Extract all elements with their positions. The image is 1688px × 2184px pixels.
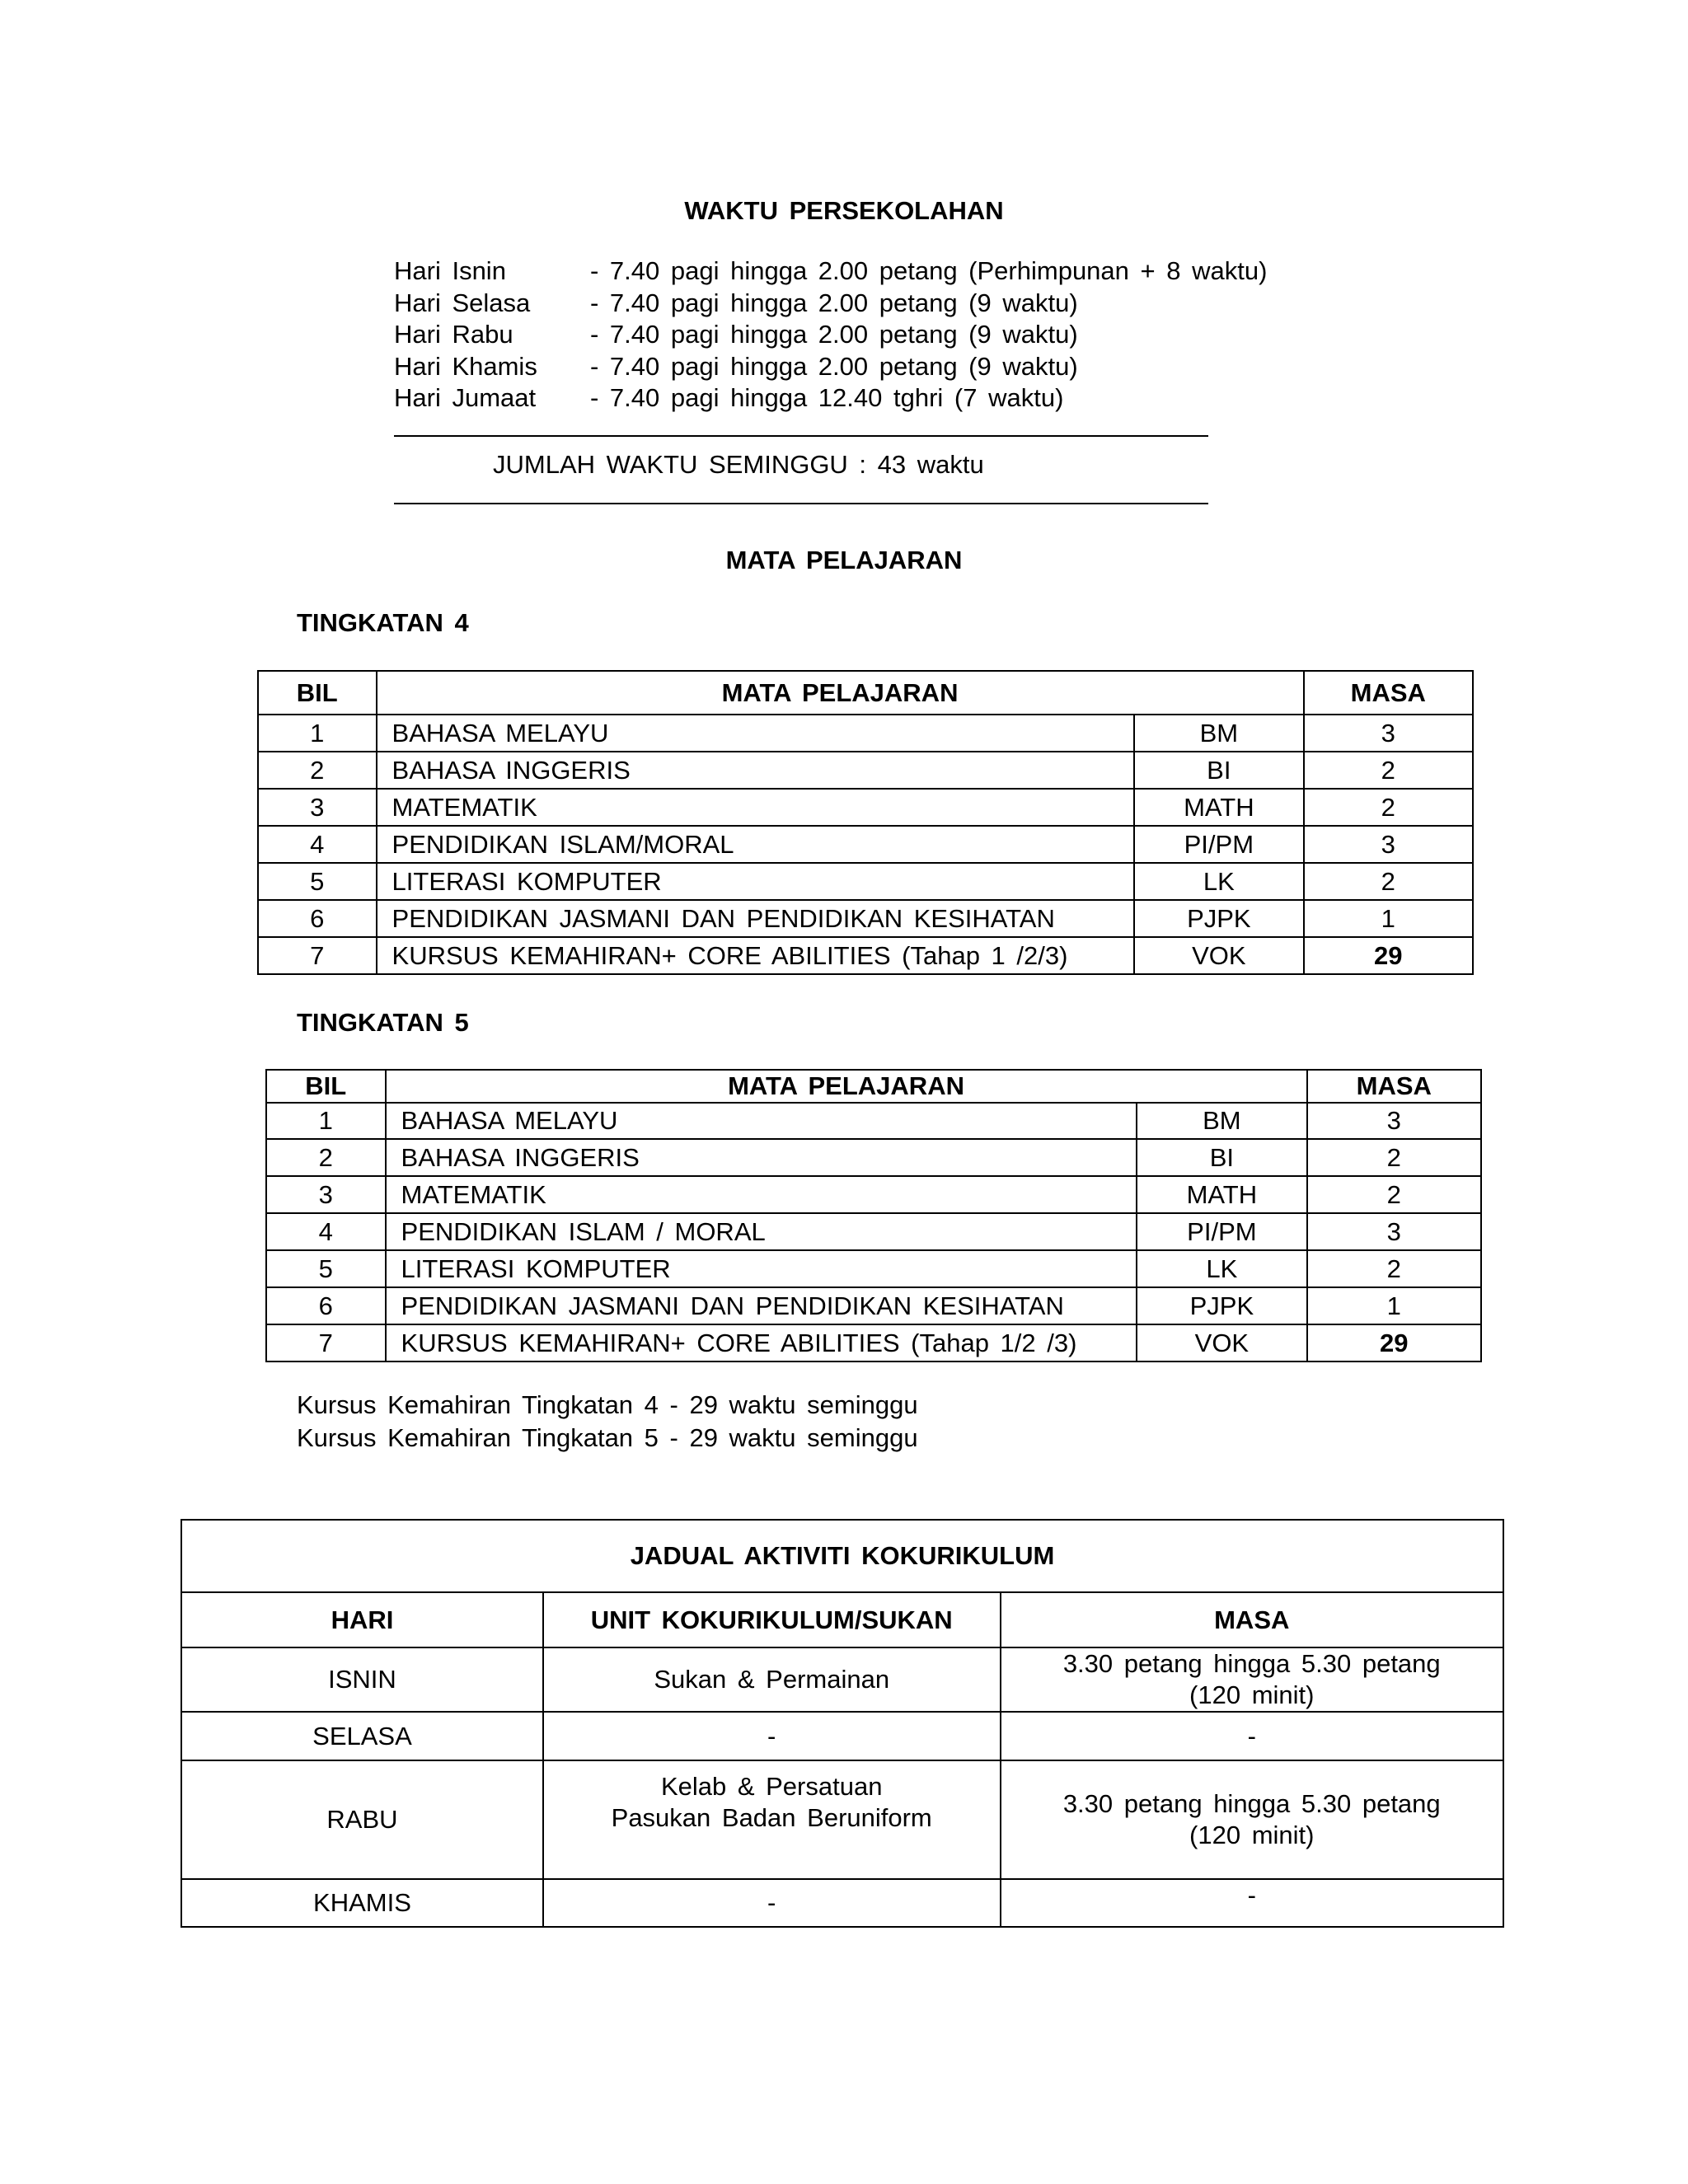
schedule-day: Hari Rabu — [394, 320, 513, 349]
schedule-day: Hari Khamis — [394, 351, 537, 381]
header-bil: BIL — [266, 1070, 386, 1103]
cell-masa: 2 — [1304, 789, 1473, 826]
cell-code: PJPK — [1137, 1287, 1306, 1324]
header-unit: UNIT KOKURIKULUM/SUKAN — [543, 1592, 1001, 1647]
cell-masa: 29 — [1307, 1324, 1481, 1361]
schedule-time: - 7.40 pagi hingga 2.00 petang (9 waktu) — [590, 320, 1078, 349]
cell-subject: PENDIDIKAN ISLAM/MORAL — [377, 826, 1135, 863]
cell-subject: LITERASI KOMPUTER — [377, 863, 1135, 900]
cell-subject: KURSUS KEMAHIRAN+ CORE ABILITIES (Tahap 1/2 /3) — [386, 1324, 1137, 1361]
masa-line: (120 minit) — [1189, 1821, 1315, 1849]
cell-code: VOK — [1137, 1324, 1306, 1361]
cell-hari: RABU — [181, 1760, 543, 1879]
unit-line: Pasukan Badan Beruniform — [611, 1803, 932, 1832]
cell-bil: 6 — [266, 1287, 386, 1324]
schedule-title: WAKTU PERSEKOLAHAN — [684, 196, 1004, 225]
table-row — [181, 1647, 1503, 1712]
form4-table — [257, 670, 1474, 975]
table-row — [258, 937, 1473, 974]
cocurricular-title: JADUAL AKTIVITI KOKURIKULUM — [181, 1520, 1503, 1592]
cell-masa: 1 — [1304, 900, 1473, 937]
table-row — [258, 863, 1473, 900]
header-masa: MASA — [1304, 671, 1473, 715]
cell-subject: PENDIDIKAN JASMANI DAN PENDIDIKAN KESIHATAN — [377, 900, 1135, 937]
table-row — [181, 1879, 1503, 1927]
cell-masa: 2 — [1307, 1176, 1481, 1213]
header-hari: HARI — [181, 1592, 543, 1647]
cell-subject: PENDIDIKAN ISLAM / MORAL — [386, 1213, 1137, 1250]
table-row — [266, 1287, 1481, 1324]
cell-subject: MATEMATIK — [386, 1176, 1137, 1213]
table-row — [258, 826, 1473, 863]
cell-masa — [1001, 1879, 1504, 1927]
schedule-row — [394, 255, 1383, 288]
cell-masa: 2 — [1307, 1250, 1481, 1287]
schedule-day: Hari Selasa — [394, 288, 531, 317]
cell-code: BM — [1134, 715, 1303, 752]
cell-masa: 1 — [1307, 1287, 1481, 1324]
cell-subject: BAHASA MELAYU — [386, 1103, 1137, 1139]
unit-line: - — [767, 1721, 776, 1750]
schedule-day: Hari Jumaat — [394, 383, 537, 412]
schedule-time: - 7.40 pagi hingga 2.00 petang (9 waktu) — [590, 288, 1078, 317]
cell-subject: MATEMATIK — [377, 789, 1135, 826]
cell-masa: 3 — [1304, 826, 1473, 863]
cell-hari: SELASA — [181, 1712, 543, 1760]
cell-bil: 3 — [266, 1176, 386, 1213]
cell-code: VOK — [1134, 937, 1303, 974]
unit-line: Kelab & Persatuan — [660, 1772, 883, 1801]
subjects-title: MATA PELAJARAN — [725, 546, 963, 574]
cell-code: LK — [1137, 1250, 1306, 1287]
cell-masa — [1001, 1760, 1504, 1879]
schedule-row — [394, 382, 1383, 415]
schedule-time: - 7.40 pagi hingga 12.40 tghri (7 waktu) — [590, 383, 1064, 412]
cell-bil: 2 — [266, 1139, 386, 1176]
table-header-row — [258, 671, 1473, 715]
cell-bil: 6 — [258, 900, 377, 937]
cell-unit — [543, 1712, 1001, 1760]
cell-bil: 7 — [266, 1324, 386, 1361]
cell-subject: BAHASA INGGERIS — [386, 1139, 1137, 1176]
cocurricular-table — [181, 1519, 1504, 1928]
masa-line: 3.30 petang hingga 5.30 petang — [1062, 1789, 1441, 1818]
table-row — [181, 1712, 1503, 1760]
cell-code: BM — [1137, 1103, 1306, 1139]
cell-unit — [543, 1760, 1001, 1879]
masa-line: 3.30 petang hingga 5.30 petang — [1062, 1649, 1441, 1678]
schedule-row — [394, 351, 1383, 383]
cell-masa: 3 — [1307, 1213, 1481, 1250]
schedule-row — [394, 319, 1383, 351]
cell-unit — [543, 1879, 1001, 1927]
schedule-row — [394, 288, 1383, 320]
cell-unit — [543, 1647, 1001, 1712]
table-row — [258, 752, 1473, 789]
cell-code: PJPK — [1134, 900, 1303, 937]
table-header-row — [181, 1592, 1503, 1647]
cell-masa — [1001, 1647, 1504, 1712]
table-row — [181, 1760, 1503, 1879]
unit-line: Sukan & Permainan — [654, 1665, 890, 1694]
cocurricular-title-row — [181, 1520, 1503, 1592]
weekly-total: JUMLAH WAKTU SEMINGGU : 43 waktu — [493, 450, 984, 479]
header-masa: MASA — [1001, 1592, 1504, 1647]
masa-line: - — [1247, 1881, 1256, 1910]
table-row — [266, 1176, 1481, 1213]
cell-bil: 5 — [266, 1250, 386, 1287]
cell-subject: LITERASI KOMPUTER — [386, 1250, 1137, 1287]
table-row — [258, 715, 1473, 752]
table-row — [266, 1324, 1481, 1361]
cell-masa: 2 — [1307, 1139, 1481, 1176]
note-form4: Kursus Kemahiran Tingkatan 4 - 29 waktu seminggu — [297, 1390, 918, 1419]
cell-bil: 2 — [258, 752, 377, 789]
header-subject: MATA PELAJARAN — [377, 671, 1304, 715]
unit-line: - — [767, 1888, 776, 1917]
schedule-day: Hari Isnin — [394, 256, 506, 285]
table-row — [266, 1103, 1481, 1139]
masa-line: (120 minit) — [1189, 1680, 1315, 1709]
cell-subject: BAHASA MELAYU — [377, 715, 1135, 752]
table-header-row — [266, 1070, 1481, 1103]
form5-table — [265, 1069, 1482, 1362]
header-bil: BIL — [258, 671, 377, 715]
divider — [394, 435, 1208, 437]
cell-code: MATH — [1134, 789, 1303, 826]
cell-bil: 4 — [258, 826, 377, 863]
divider — [394, 503, 1208, 504]
cell-code: PI/PM — [1137, 1213, 1306, 1250]
cell-code: BI — [1134, 752, 1303, 789]
cell-bil: 3 — [258, 789, 377, 826]
cell-hari: ISNIN — [181, 1647, 543, 1712]
cell-code: BI — [1137, 1139, 1306, 1176]
cell-masa: 3 — [1304, 715, 1473, 752]
cell-masa — [1001, 1712, 1504, 1760]
cell-subject: KURSUS KEMAHIRAN+ CORE ABILITIES (Tahap 1 /2/3) — [377, 937, 1135, 974]
cell-masa: 29 — [1304, 937, 1473, 974]
cell-masa: 2 — [1304, 863, 1473, 900]
table-row — [266, 1213, 1481, 1250]
cell-bil: 4 — [266, 1213, 386, 1250]
cell-masa: 3 — [1307, 1103, 1481, 1139]
cell-bil: 7 — [258, 937, 377, 974]
table-row — [258, 900, 1473, 937]
table-row — [258, 789, 1473, 826]
header-subject: MATA PELAJARAN — [386, 1070, 1307, 1103]
cell-bil: 5 — [258, 863, 377, 900]
cell-code: PI/PM — [1134, 826, 1303, 863]
form5-title: TINGKATAN 5 — [297, 1008, 469, 1037]
form4-title: TINGKATAN 4 — [297, 608, 469, 637]
note-form5: Kursus Kemahiran Tingkatan 5 - 29 waktu seminggu — [297, 1423, 918, 1452]
cell-bil: 1 — [266, 1103, 386, 1139]
cell-bil: 1 — [258, 715, 377, 752]
header-masa: MASA — [1307, 1070, 1481, 1103]
cell-code: LK — [1134, 863, 1303, 900]
cell-hari: KHAMIS — [181, 1879, 543, 1927]
cell-subject: PENDIDIKAN JASMANI DAN PENDIDIKAN KESIHATAN — [386, 1287, 1137, 1324]
cell-subject: BAHASA INGGERIS — [377, 752, 1135, 789]
table-row — [266, 1250, 1481, 1287]
cell-masa: 2 — [1304, 752, 1473, 789]
schedule-list — [394, 255, 1383, 415]
schedule-time: - 7.40 pagi hingga 2.00 petang (9 waktu) — [590, 351, 1078, 381]
cell-code: MATH — [1137, 1176, 1306, 1213]
masa-line: - — [1247, 1721, 1256, 1750]
schedule-time: - 7.40 pagi hingga 2.00 petang (Perhimpunan + 8 waktu) — [590, 256, 1268, 285]
table-row — [266, 1139, 1481, 1176]
